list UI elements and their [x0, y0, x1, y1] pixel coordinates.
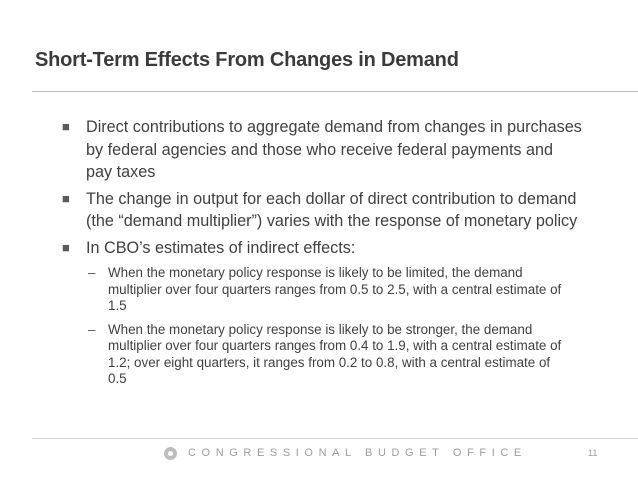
square-bullet-icon: ■	[62, 119, 70, 134]
bullet-item	[62, 237, 582, 260]
slide-title: Short-Term Effects From Changes in Demand	[35, 49, 459, 71]
title-divider	[32, 91, 638, 92]
sub-bullet-list	[86, 265, 582, 388]
cbo-logo-icon	[164, 447, 177, 460]
page-number: 11	[588, 448, 598, 458]
bullet-text: Direct contributions to aggregate demand from changes in purchases by federal agencies and those who receive federal payments and pay taxes	[86, 118, 582, 181]
square-bullet-icon: ■	[62, 190, 70, 206]
bullet-text: The change in output for each dollar of direct contribution to demand (the “demand multiplier”) varies with the response of monetary policy	[86, 189, 578, 230]
dash-bullet-icon: –	[88, 321, 96, 337]
bullet-item	[62, 188, 582, 233]
sub-bullet-text: When the monetary policy response is likely to be stronger, the demand multiplier over four quarters ranges from 0.4 to 1.9, with a central estimate of 1.2; over eight quarters, it ranges from 0.2 to 0.8, with a central estimate of 0.5	[108, 321, 562, 386]
footer-divider	[32, 438, 638, 439]
square-bullet-icon: ■	[62, 239, 70, 255]
sub-bullet-item	[86, 322, 564, 388]
sub-bullet-text: When the monetary policy response is likely to be limited, the demand multiplier over four quarters ranges from 0.5 to 2.5, with a central estimate of 1.5	[108, 265, 562, 313]
bullet-text: In CBO’s estimates of indirect effects:	[86, 238, 356, 257]
dash-bullet-icon: –	[88, 265, 96, 280]
bullet-list	[62, 116, 582, 395]
footer-organization: CONGRESSIONAL BUDGET OFFICE	[188, 447, 527, 459]
bullet-item	[62, 116, 582, 184]
sub-bullet-item	[86, 265, 564, 315]
